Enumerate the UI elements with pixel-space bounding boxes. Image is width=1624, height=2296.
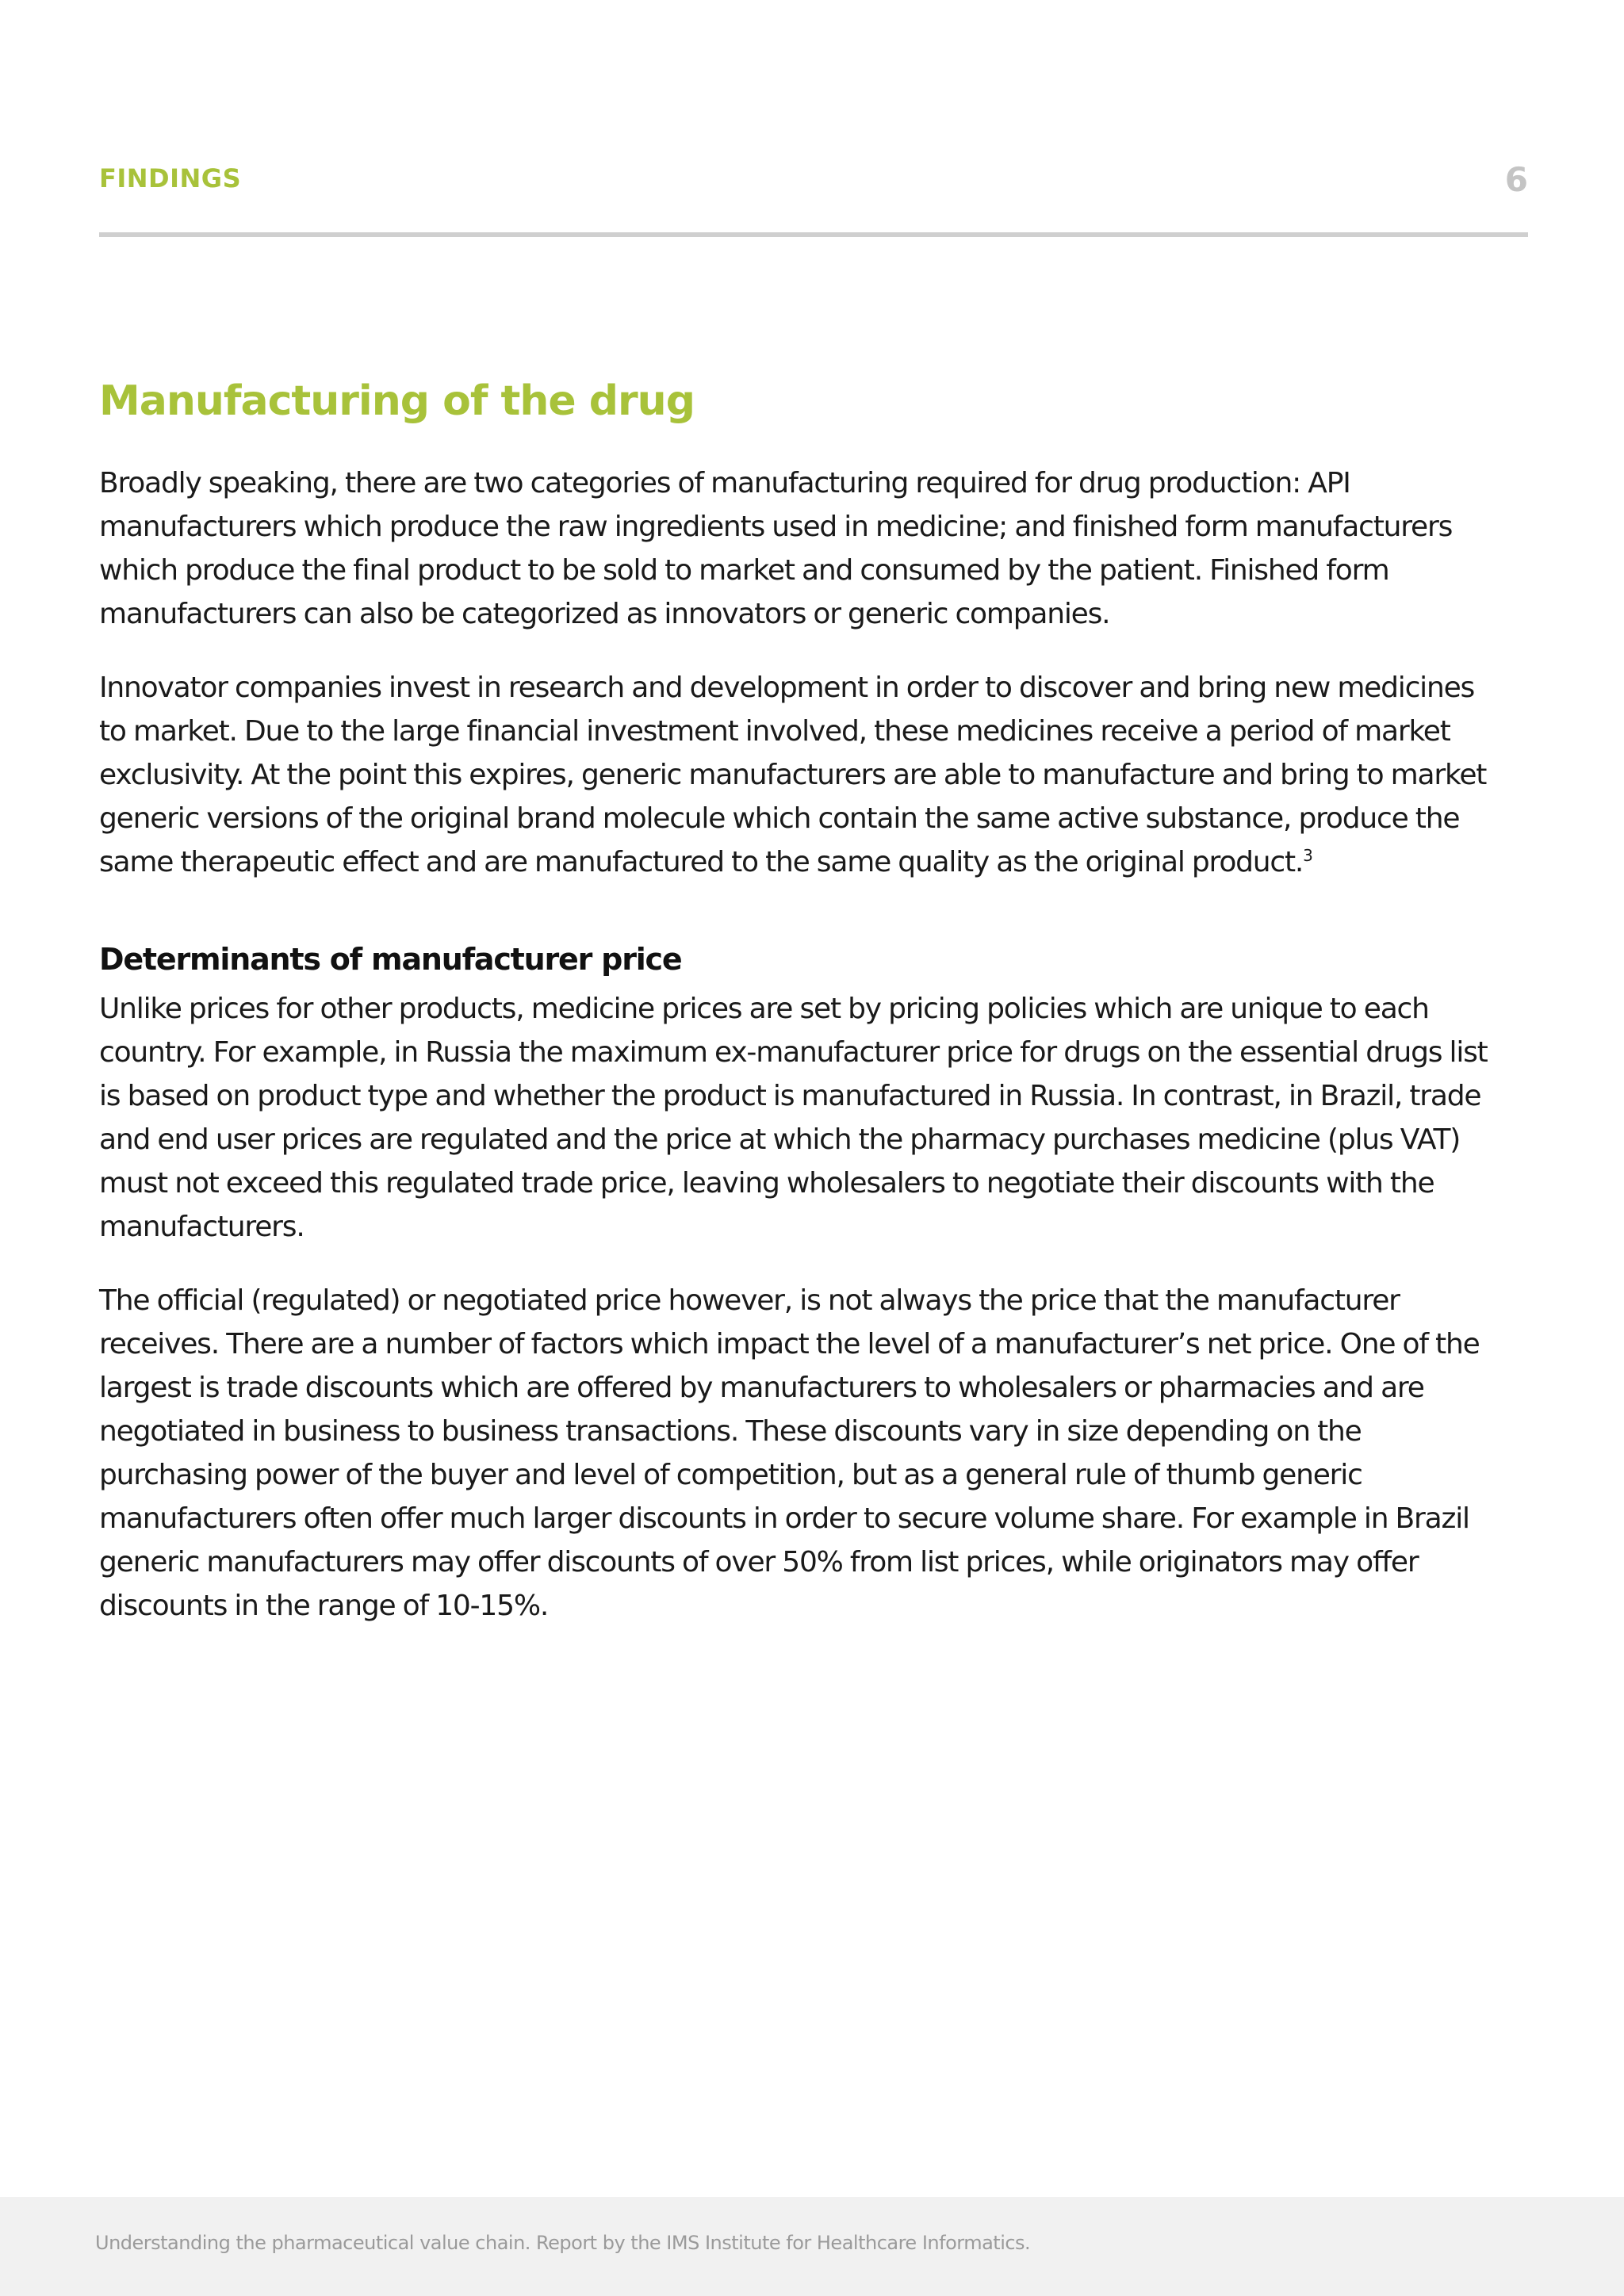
paragraph-categories: Broadly speaking, there are two categories of manufacturing required for drug production: API manufacturers which produce the raw ingredients used in medicine; and finished form manufacturers which produce the final product to be sold to market and consumed by the patient. Finished form manufacturers can also be categorized as innovators or generic companies. [99,467,1453,630]
page-header [99,157,1528,237]
footnote-ref: 3 [1303,846,1312,865]
main-content [99,373,1495,1658]
page-number: 6 [1504,160,1528,199]
section-heading: Manufacturing of the drug [99,377,695,425]
paragraph-innovators-text: Innovator companies invest in research and development in order to discover and bring new medicines to market. Due to the large financial investment involved, these medicines receive a period of market exclusivity. At the point this expires, generic manufacturers are able to manufacture and bring to market generic versions of the original brand molecule which contain the same active substance, produce the same therapeutic effect and are manufactured to the same quality as the original product. [99,672,1487,878]
footer-text: Understanding the pharmaceutical value chain. Report by the IMS Institute for Healthcare Informatics. [95,2232,1031,2254]
section-label: FINDINGS [99,163,242,193]
page-footer [0,2197,1624,2296]
paragraph-trade-discounts: The official (regulated) or negotiated price however, is not always the price that the manufacturer receives. There are a number of factors which impact the level of a manufacturer’s net price. One of the largest is trade discounts which are offered by manufacturers to wholesalers or pharmacies and are negotiated in business to business transactions. These discounts vary in size depending on the purchasing power of the buyer and level of competition, but as a general rule of thumb generic manufacturers often offer much larger discounts in order to secure volume share. For example in Brazil generic manufacturers may offer discounts of over 50% from list prices, while originators may offer discounts in the range of 10-15%. [99,1284,1480,1622]
paragraph-innovators [99,666,1495,884]
paragraph-pricing-policies: Unlike prices for other products, medicine prices are set by pricing policies which are unique to each country. For example, in Russia the maximum ex-manufacturer price for drugs on the essential drugs list is based on product type and whether the product is manufactured in Russia. In contrast, in Brazil, trade and end user prices are regulated and the price at which the pharmacy purchases medicine (plus VAT) must not exceed this regulated trade price, leaving wholesalers to negotiate their discounts with the manufacturers. [99,993,1488,1243]
subheading-determinants: Determinants of manufacturer price [99,942,682,977]
